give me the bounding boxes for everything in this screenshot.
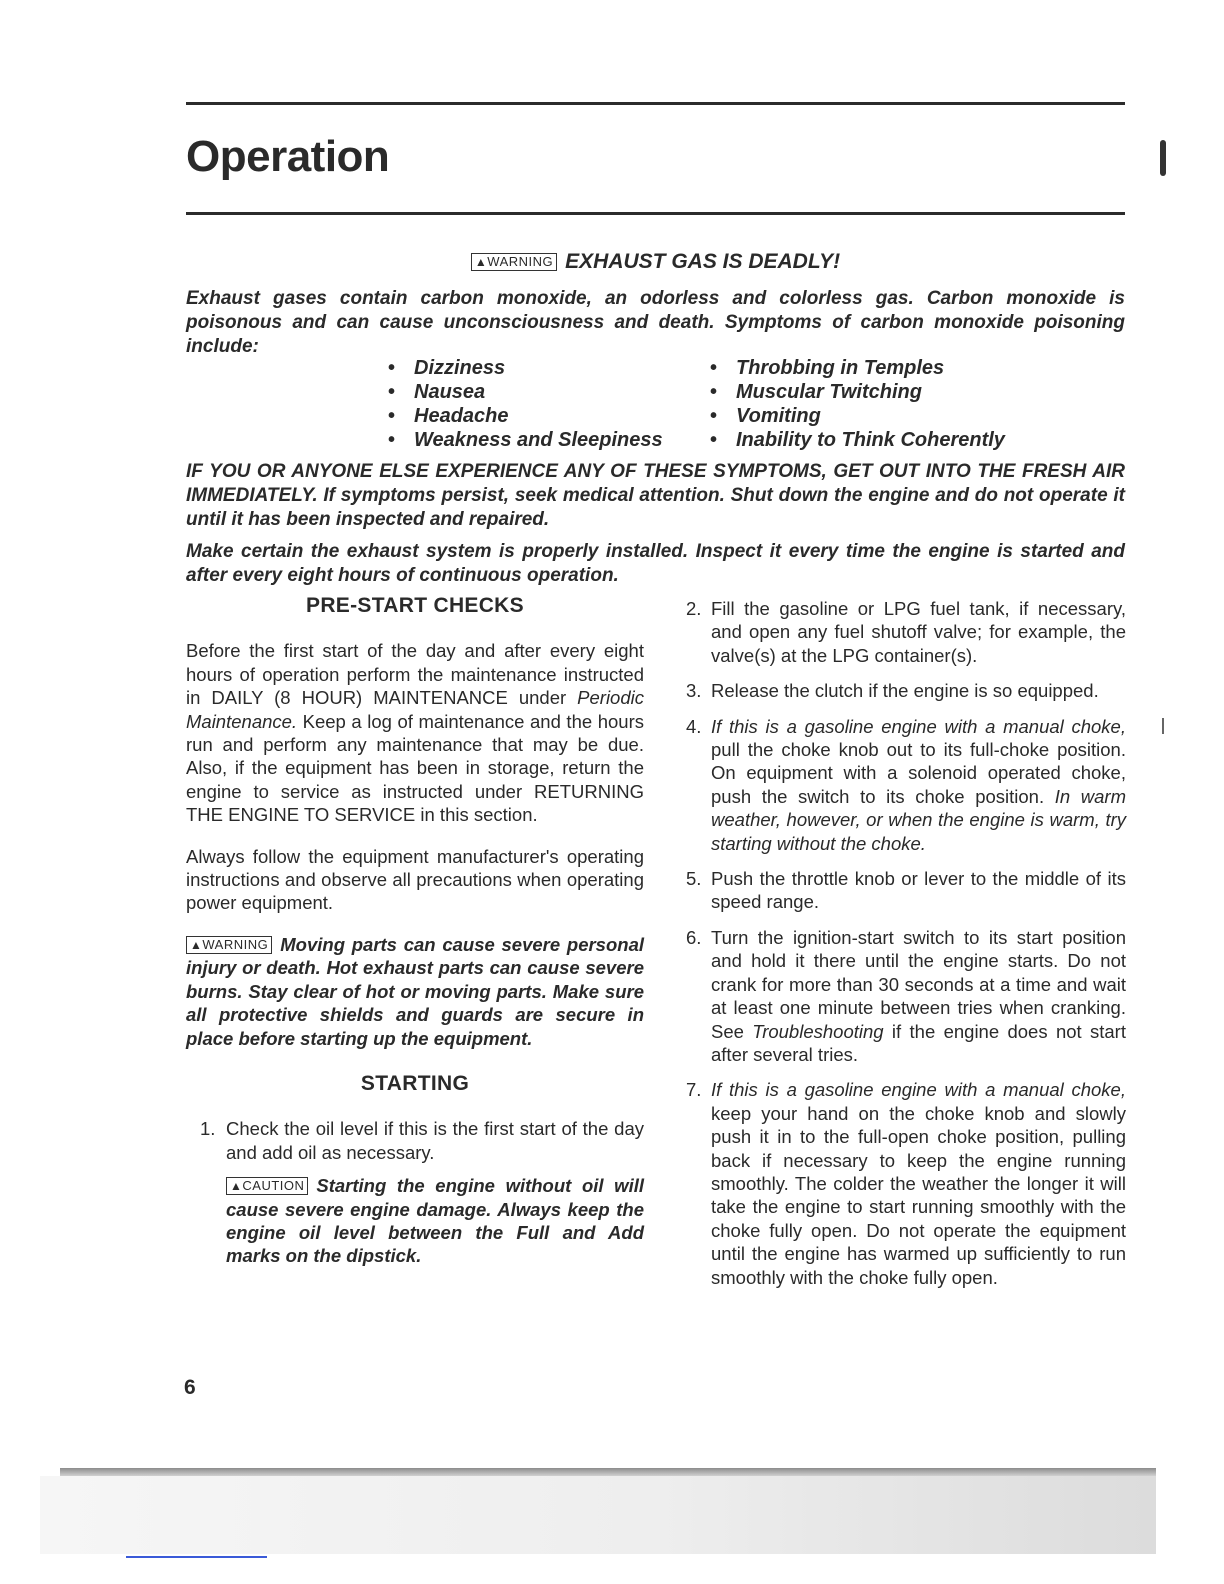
caution-triangle-icon: ▲ — [230, 1179, 243, 1194]
step-item: 6. Turn the ignition-start switch to its start position and hold it there until the engine starts. Do not crank for more than 30 seconds at a time and wait at least one minute between tries when cranking. See Troubleshooting if the engine does not start after several tries. — [686, 926, 1126, 1065]
scan-bottom-shadow — [60, 1468, 1156, 1476]
title-rule — [186, 212, 1125, 215]
troubleshooting-ref: Troubleshooting — [752, 1020, 884, 1042]
starting-heading: STARTING — [360, 1071, 470, 1095]
moving-parts-warning: ▲WARNING Moving parts can cause severe personal injury or death. Hot exhaust parts can cause severe burns. Stay clear of hot or moving parts. Make sure all protective shields and guards are secure in place before starting up the equipment. — [186, 933, 644, 1049]
step-item: 7. If this is a gasoline engine with a manual choke, keep your hand on the choke knob and slowly push it in to the full-open choke position, pulling back if necessary to keep the engine running smoothly. The colder the weather the longer it will take the engine to start running smoothly with the choke fully open. Do not operate the equipment until the engine has warmed up sufficiently to run smoothly with the choke fully open. — [686, 1079, 1126, 1288]
page-number: 6 — [184, 1376, 196, 1399]
symptom-item: • Headache — [386, 404, 663, 428]
page-edge-tick — [1162, 718, 1164, 734]
step-item: 5. Push the throttle knob or lever to the middle of its speed range. — [686, 868, 1126, 913]
symptom-item: • Muscular Twitching — [708, 380, 1005, 404]
manufacturer-instructions-paragraph: Always follow the equipment manufacturer's operating instructions and observe all precautions when operating power equipment. — [186, 845, 644, 914]
right-column — [686, 597, 1126, 1301]
exhaust-inspect-note: Make certain the exhaust system is properly installed. Inspect it every time the engine is started and after every eight hours of continuous operation. — [186, 541, 1125, 586]
caution-badge: ▲CAUTION — [226, 1177, 308, 1195]
symptoms-right-list — [708, 356, 1005, 452]
symptom-item: • Nausea — [386, 380, 663, 404]
step-item: 1. Check the oil level if this is the first start of the day and add oil as necessary. ▲CAUTION Starting the engine without oil will cause severe engine damage. Always keep the engine oil level between the Full and Add marks on the dipstick. — [200, 1118, 644, 1267]
top-rule — [186, 102, 1125, 105]
symptom-item: • Dizziness — [386, 356, 663, 380]
symptom-item: • Weakness and Sleepiness — [386, 428, 663, 452]
bottom-blue-line — [126, 1556, 267, 1558]
left-column — [186, 594, 644, 1280]
warning-intro: Exhaust gases contain carbon monoxide, an odorless and colorless gas. Carbon monoxide is poisonous and can cause unconsciousness and death. Symptoms of carbon monoxide poisoning include: — [186, 288, 1125, 357]
symptoms-left-list — [386, 356, 663, 452]
symptom-item: • Inability to Think Coherently — [708, 428, 1005, 452]
symptom-item: • Throbbing in Temples — [708, 356, 1005, 380]
warning-triangle-icon: ▲ — [190, 937, 203, 952]
warning-badge: ▲WARNING — [186, 936, 272, 954]
warning-badge — [471, 253, 557, 271]
warning-title: EXHAUST GAS IS DEADLY! — [565, 250, 841, 273]
oil-caution: ▲CAUTION Starting the engine without oil will cause severe engine damage. Always keep the engine oil level between the Full and Add marks on the dipstick. — [226, 1175, 644, 1267]
step-item: 3. Release the clutch if the engine is so equipped. — [686, 680, 1099, 702]
page-title: Operation — [186, 132, 390, 181]
page-edge-mark — [1160, 140, 1166, 176]
symptoms-alert: IF YOU OR ANYONE ELSE EXPERIENCE ANY OF THESE SYMPTOMS, GET OUT INTO THE FRESH AIR IMMEDIATELY. If symptoms persist, seek medical attention. Shut down the engine and do not operate it until it has been inspected and repaired. — [186, 461, 1125, 530]
exhaust-warning-heading — [186, 250, 1125, 274]
prestart-heading: PRE-START CHECKS — [306, 594, 524, 617]
step-item: 4. If this is a gasoline engine with a manual choke, pull the choke knob out to its full-choke position. On equipment with a solenoid operated choke, push the switch to its choke position. In warm weather, however, or when the engine is warm, try starting without the choke. — [686, 715, 1126, 854]
step-item: 2. Fill the gasoline or LPG fuel tank, if necessary, and open any fuel shutoff valve; for example, the valve(s) at the LPG container(s). — [686, 598, 1126, 666]
periodic-maintenance-ref: Periodic Maintenance. — [186, 687, 644, 732]
prestart-paragraph: Before the first start of the day and after every eight hours of operation perform the maintenance instructed in DAILY (8 HOUR) MAINTENANCE under Periodic Maintenance. Keep a log of maintenance and the hours run and perform any maintenance that may be due. Also, if the equipment has been in storage, return the engine to service as instructed under RETURNING THE ENGINE TO SERVICE in this section. — [186, 640, 644, 826]
warning-triangle-icon: ▲ — [474, 255, 488, 269]
symptom-item: • Vomiting — [708, 404, 1005, 428]
warning-badge-label: WARNING — [487, 254, 554, 269]
scan-bottom-edge — [40, 1476, 1156, 1554]
